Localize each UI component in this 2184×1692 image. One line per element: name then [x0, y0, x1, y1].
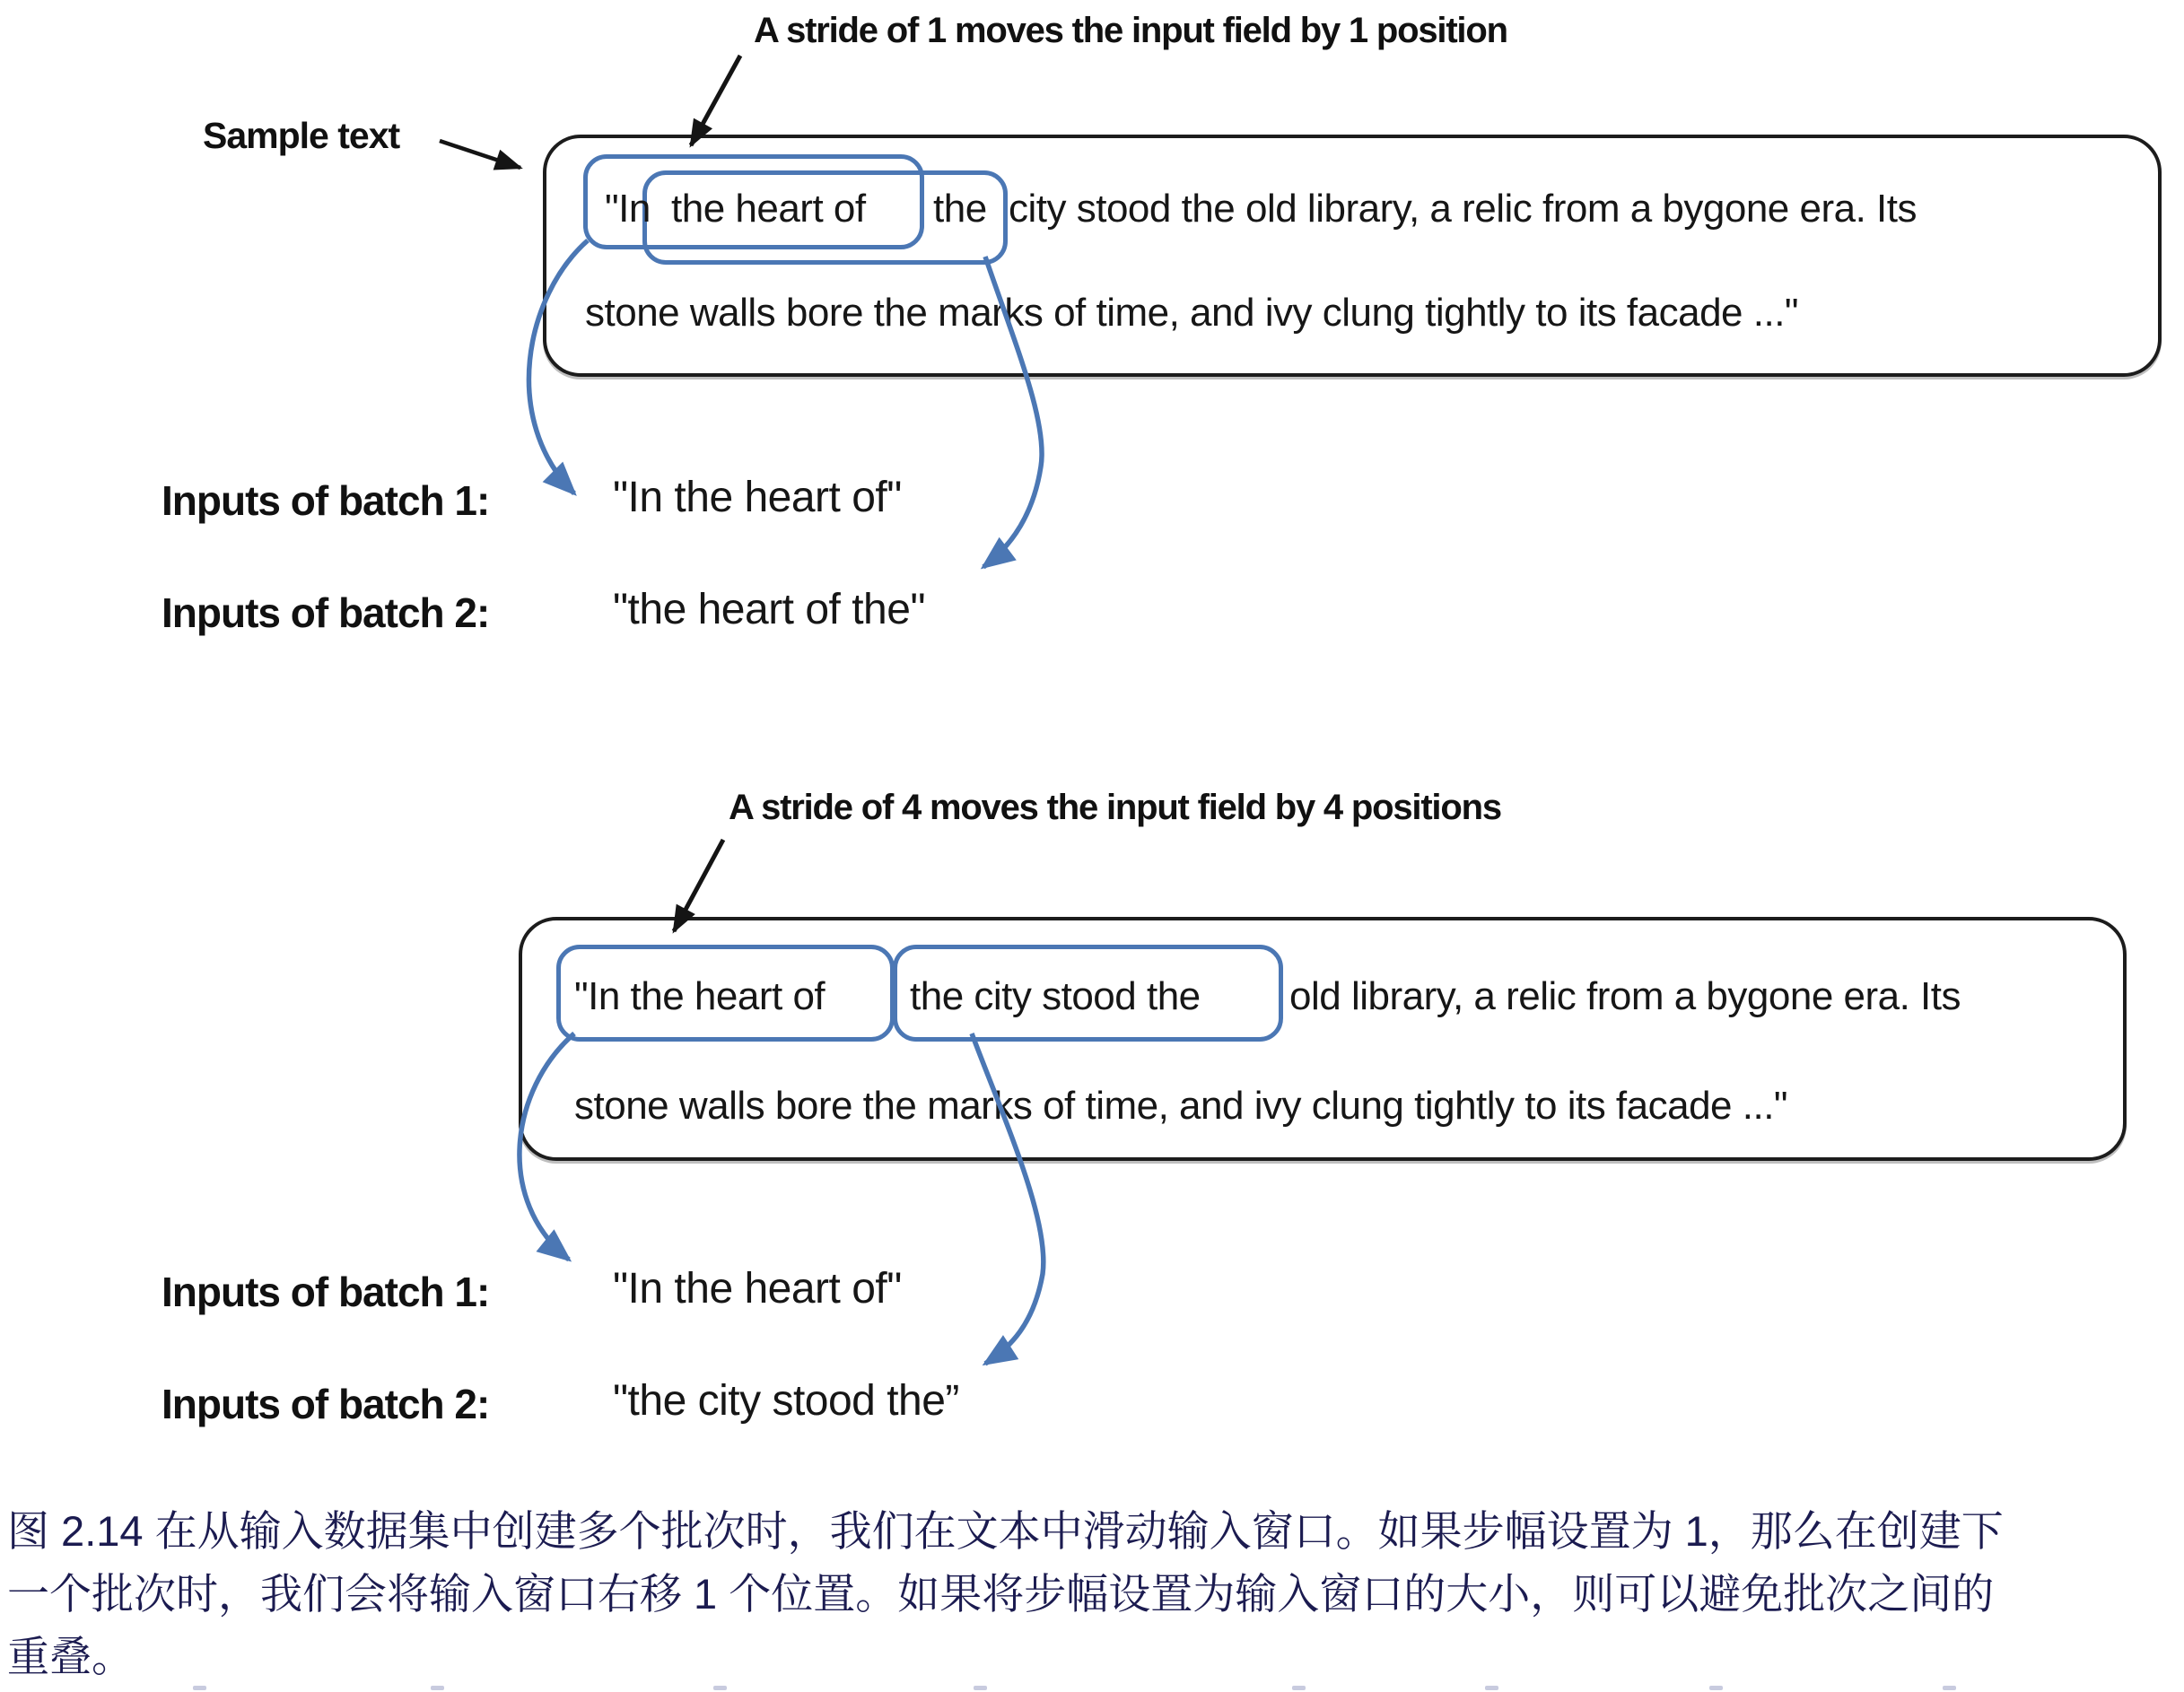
sample-line1-open: "In [605, 187, 651, 231]
batch1-label-stride1: Inputs of batch 1: [162, 477, 490, 524]
sample2-line1-window2: the city stood the [910, 974, 1201, 1018]
sample2-line2: stone walls bore the marks of time, and ivy clung tightly to its facade ..." [574, 1084, 1788, 1128]
sample-line1-next: the [933, 187, 987, 231]
sample2-line1-window1: "In the heart of [574, 974, 826, 1018]
batch1-value-stride4: "In the heart of" [613, 1265, 902, 1313]
pointer-arrow-stride1 [691, 56, 740, 145]
caption-line-1: 图 2.14 在从输入数据集中创建多个批次时，我们在文本中滑动输入窗口。如果步幅设置为 1，那么在创建下 [7, 1507, 2004, 1555]
stride1-title: A stride of 1 moves the input field by 1 position [754, 11, 1507, 50]
caption-line-2: 一个批次时，我们会将输入窗口右移 1 个位置。如果将步幅设置为输入窗口的大小，则可以避免批次之间的 [7, 1570, 1995, 1618]
batch2-value-stride1: "the heart of the" [613, 586, 925, 633]
stride4-title: A stride of 4 moves the input field by 4 positions [729, 788, 1501, 827]
sample-line1-window: the heart of [671, 187, 866, 231]
figure-caption [7, 1500, 2004, 1688]
sample-line1-rest: city stood the old library, a relic from a bygone era. Its [1009, 187, 1917, 231]
pointer-arrow-sample-text [440, 141, 520, 168]
batch2-label-stride1: Inputs of batch 2: [162, 589, 490, 636]
caption-line-3: 重叠。 [7, 1633, 134, 1680]
sample2-line1-rest: old library, a relic from a bygone era. Its [1289, 974, 1961, 1018]
batch1-value-stride1: "In the heart of" [613, 474, 902, 521]
batch1-label-stride4: Inputs of batch 1: [162, 1269, 490, 1315]
sample-text-label: Sample text [203, 115, 400, 156]
batch2-value-stride4: "the city stood the” [613, 1377, 959, 1425]
batch2-label-stride4: Inputs of batch 2: [162, 1381, 490, 1427]
sample-line2: stone walls bore the marks of time, and ivy clung tightly to its facade ..." [585, 291, 1799, 335]
